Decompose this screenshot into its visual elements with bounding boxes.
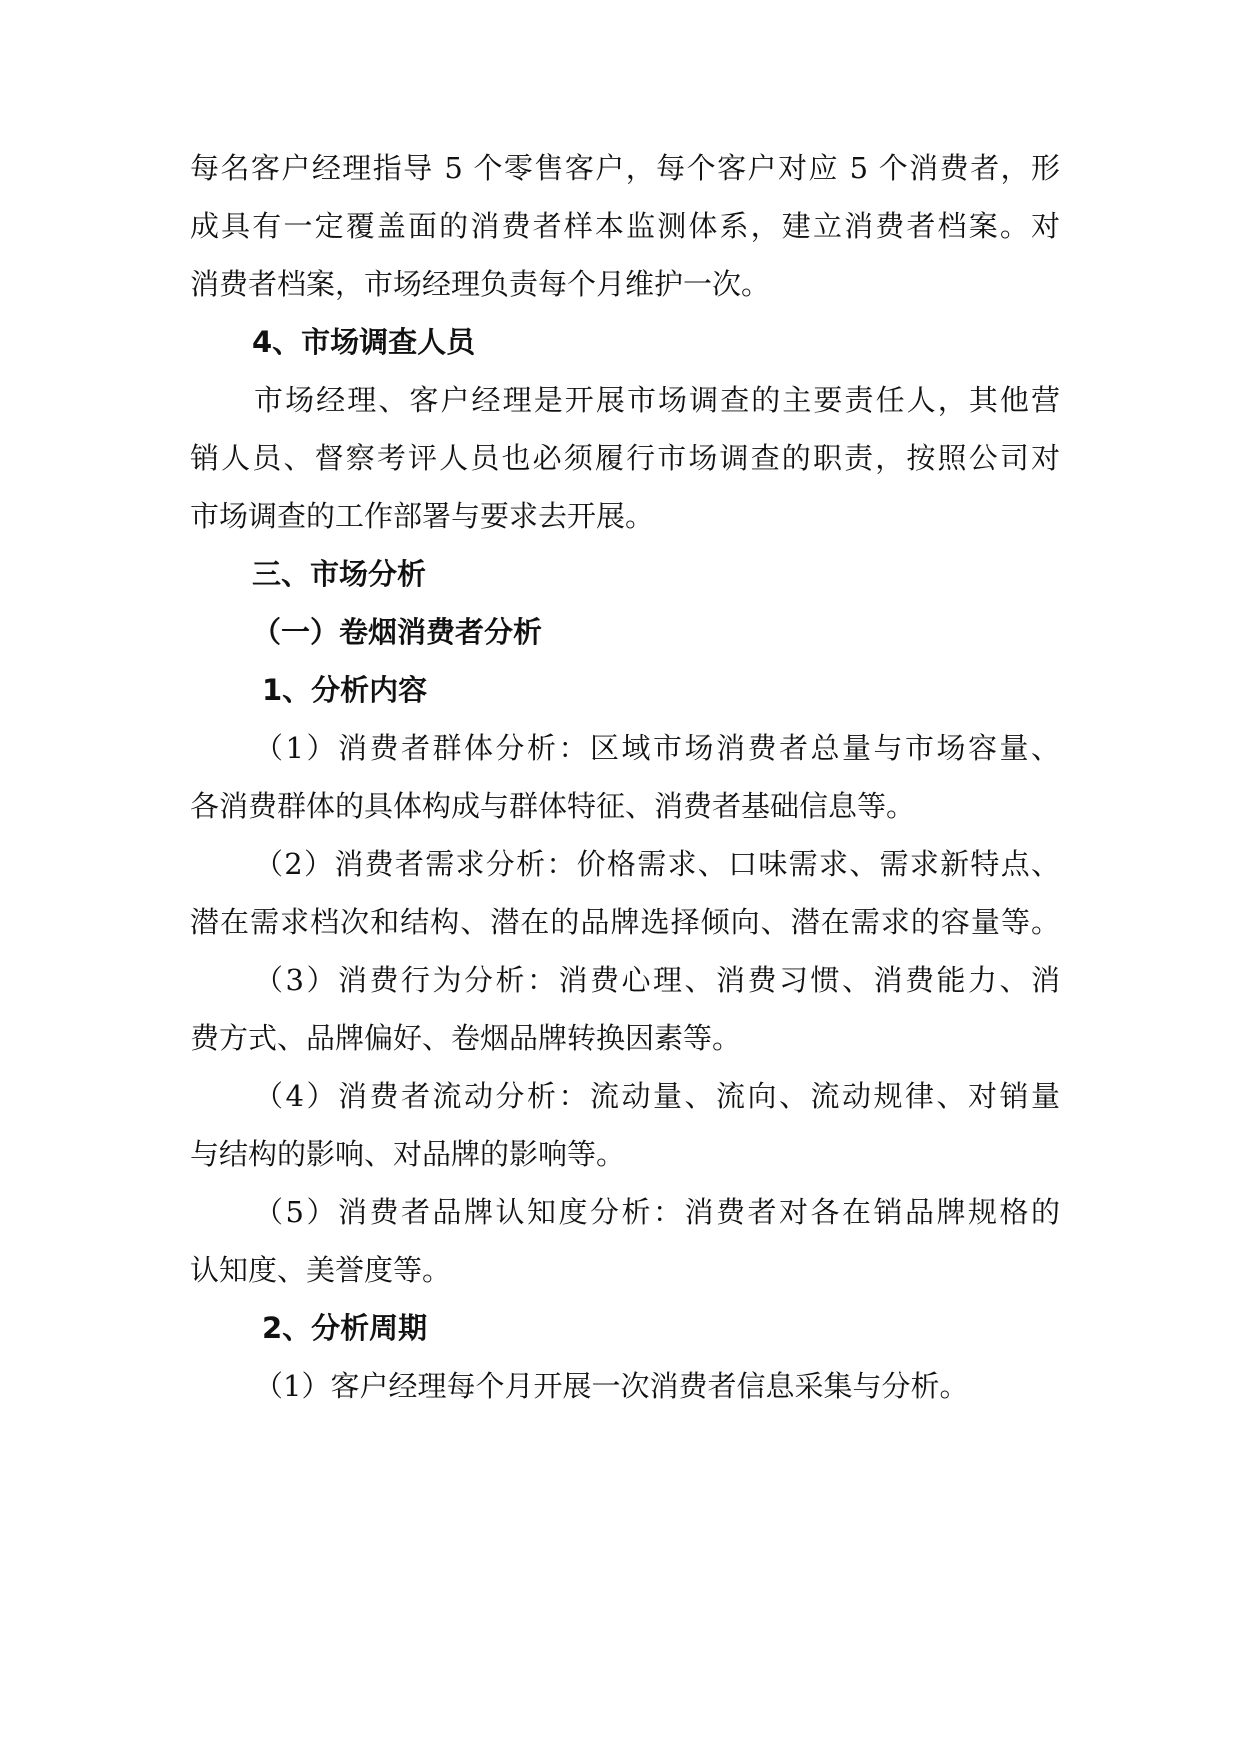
paragraph-line: 市场经理、客户经理是开展市场调查的主要责任人，其他营	[254, 383, 1060, 417]
list-item-line: 认知度、美誉度等。	[190, 1253, 452, 1287]
list-item-line: （4）消费者流动分析：流动量、流向、流动规律、对销量	[254, 1079, 1060, 1113]
paragraph-line: 成具有一定覆盖面的消费者样本监测体系，建立消费者档案。对	[190, 209, 1060, 243]
paragraph-line: 每名客户经理指导 5 个零售客户，每个客户对应 5 个消费者，形	[190, 151, 1060, 185]
subsection-title-consumer-analysis: （一）卷烟消费者分析	[252, 615, 543, 649]
paragraph-line: 销人员、督察考评人员也必须履行市场调查的职责，按照公司对	[190, 441, 1060, 475]
list-item-line: 费方式、品牌偏好、卷烟品牌转换因素等。	[190, 1021, 742, 1055]
paragraph-line: 市场调查的工作部署与要求去开展。	[190, 499, 655, 533]
list-item-line: （1）客户经理每个月开展一次消费者信息采集与分析。	[254, 1369, 969, 1403]
list-item-line: （1）消费者群体分析：区域市场消费者总量与市场容量、	[254, 731, 1060, 765]
paragraph-line: 消费者档案，市场经理负责每个月维护一次。	[190, 267, 771, 301]
list-item-line: （2）消费者需求分析：价格需求、口味需求、需求新特点、	[254, 847, 1060, 881]
heading-analysis-period: 2、分析周期	[262, 1311, 428, 1345]
list-item-line: 潜在需求档次和结构、潜在的品牌选择倾向、潜在需求的容量等。	[190, 905, 1060, 939]
list-item-line: （3）消费行为分析：消费心理、消费习惯、消费能力、消	[254, 963, 1060, 997]
list-item-line: （5）消费者品牌认知度分析：消费者对各在销品牌规格的	[254, 1195, 1060, 1229]
section-title-market-analysis: 三、市场分析	[252, 557, 427, 591]
heading-analysis-content: 1、分析内容	[262, 673, 428, 707]
list-item-line: 各消费群体的具体构成与群体特征、消费者基础信息等。	[190, 789, 916, 823]
list-item-line: 与结构的影响、对品牌的影响等。	[190, 1137, 626, 1171]
heading-market-survey-staff: 4、市场调查人员	[252, 325, 476, 359]
